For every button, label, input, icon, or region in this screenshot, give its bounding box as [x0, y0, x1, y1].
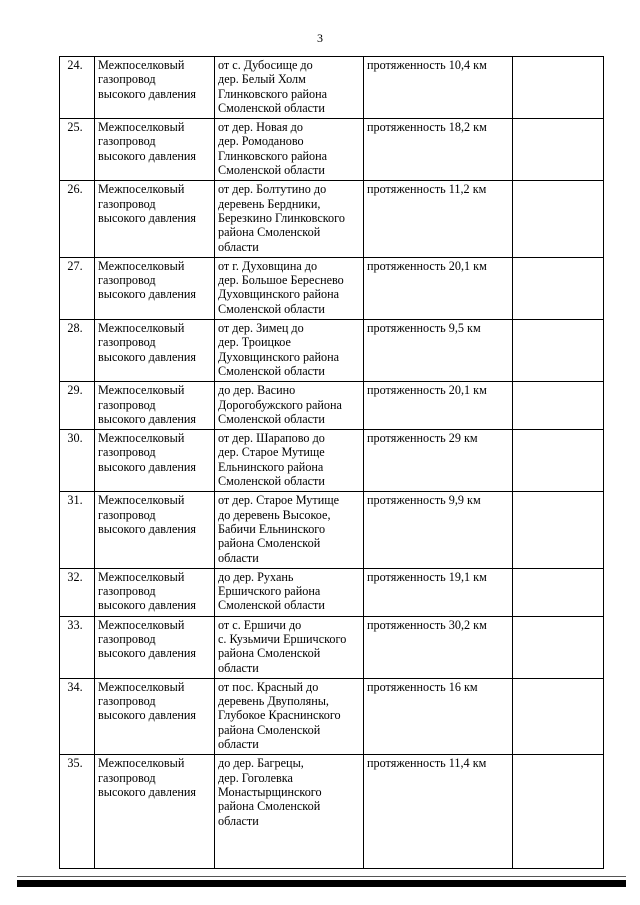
object-name: Межпоселковый газопровод высокого давления: [95, 755, 215, 869]
route-description: от с. Ершичи до с. Кузьмичи Ершичского района Смоленской области: [215, 616, 364, 678]
route-description: от дер. Болтутино до деревень Бердники, Березкино Глинковского района Смоленской области: [215, 181, 364, 257]
route-description: от г. Духовщина до дер. Большое Береснево Духовщинского района Смоленской области: [215, 257, 364, 319]
object-name: Межпоселковый газопровод высокого давления: [95, 181, 215, 257]
pipeline-length: протяженность 9,9 км: [364, 492, 513, 568]
table-row: [60, 616, 604, 678]
row-number: 27.: [60, 257, 95, 319]
extra-cell: [513, 257, 604, 319]
table-body: [60, 57, 604, 869]
pipeline-length: протяженность 9,5 км: [364, 320, 513, 382]
bottom-border-thin: [17, 876, 626, 877]
extra-cell: [513, 320, 604, 382]
bottom-border: [17, 880, 626, 887]
row-number: 32.: [60, 568, 95, 616]
extra-cell: [513, 492, 604, 568]
extra-cell: [513, 568, 604, 616]
object-name: Межпоселковый газопровод высокого давления: [95, 57, 215, 119]
object-name: Межпоселковый газопровод высокого давления: [95, 382, 215, 430]
table-row: [60, 382, 604, 430]
row-number: 34.: [60, 678, 95, 754]
row-number: 29.: [60, 382, 95, 430]
extra-cell: [513, 181, 604, 257]
pipeline-length: протяженность 30,2 км: [364, 616, 513, 678]
table-row: [60, 257, 604, 319]
object-name: Межпоселковый газопровод высокого давления: [95, 616, 215, 678]
pipeline-length: протяженность 19,1 км: [364, 568, 513, 616]
table-row: [60, 492, 604, 568]
pipeline-length: протяженность 16 км: [364, 678, 513, 754]
table-row: [60, 181, 604, 257]
route-description: от дер. Старое Мутище до деревень Высокое, Бабичи Ельнинского района Смоленской области: [215, 492, 364, 568]
row-number: 30.: [60, 430, 95, 492]
object-name: Межпоселковый газопровод высокого давления: [95, 568, 215, 616]
table-row: [60, 57, 604, 119]
object-name: Межпоселковый газопровод высокого давления: [95, 492, 215, 568]
extra-cell: [513, 755, 604, 869]
extra-cell: [513, 57, 604, 119]
route-description: от дер. Зимец до дер. Троицкое Духовщинского района Смоленской области: [215, 320, 364, 382]
pipeline-length: протяженность 11,2 км: [364, 181, 513, 257]
route-description: до дер. Багрецы, дер. Гоголевка Монастырщинского района Смоленской области: [215, 755, 364, 869]
object-name: Межпоселковый газопровод высокого давления: [95, 119, 215, 181]
extra-cell: [513, 430, 604, 492]
pipeline-length: протяженность 20,1 км: [364, 382, 513, 430]
route-description: от с. Дубосище до дер. Белый Холм Глинковского района Смоленской области: [215, 57, 364, 119]
page-number: 3: [317, 31, 323, 45]
row-number: 28.: [60, 320, 95, 382]
table-row: [60, 568, 604, 616]
table-row: [60, 430, 604, 492]
gas-pipeline-table: [59, 56, 604, 869]
route-description: до дер. Васино Дорогобужского района Смоленской области: [215, 382, 364, 430]
route-description: от дер. Шарапово до дер. Старое Мутище Ельнинского района Смоленской области: [215, 430, 364, 492]
object-name: Межпоселковый газопровод высокого давления: [95, 430, 215, 492]
route-description: до дер. Рухань Ершичского района Смоленской области: [215, 568, 364, 616]
table-row: [60, 320, 604, 382]
row-number: 31.: [60, 492, 95, 568]
object-name: Межпоселковый газопровод высокого давления: [95, 678, 215, 754]
route-description: от пос. Красный до деревень Двуполяны, Глубокое Краснинского района Смоленской области: [215, 678, 364, 754]
table-row: [60, 678, 604, 754]
pipeline-length: протяженность 29 км: [364, 430, 513, 492]
route-description: от дер. Новая до дер. Ромоданово Глинковского района Смоленской области: [215, 119, 364, 181]
row-number: 26.: [60, 181, 95, 257]
table-row: [60, 119, 604, 181]
object-name: Межпоселковый газопровод высокого давления: [95, 257, 215, 319]
object-name: Межпоселковый газопровод высокого давления: [95, 320, 215, 382]
table-row: [60, 755, 604, 869]
extra-cell: [513, 678, 604, 754]
pipeline-length: протяженность 11,4 км: [364, 755, 513, 869]
extra-cell: [513, 382, 604, 430]
row-number: 33.: [60, 616, 95, 678]
row-number: 35.: [60, 755, 95, 869]
row-number: 25.: [60, 119, 95, 181]
pipeline-length: протяженность 10,4 км: [364, 57, 513, 119]
pipeline-length: протяженность 20,1 км: [364, 257, 513, 319]
row-number: 24.: [60, 57, 95, 119]
extra-cell: [513, 119, 604, 181]
extra-cell: [513, 616, 604, 678]
pipeline-length: протяженность 18,2 км: [364, 119, 513, 181]
